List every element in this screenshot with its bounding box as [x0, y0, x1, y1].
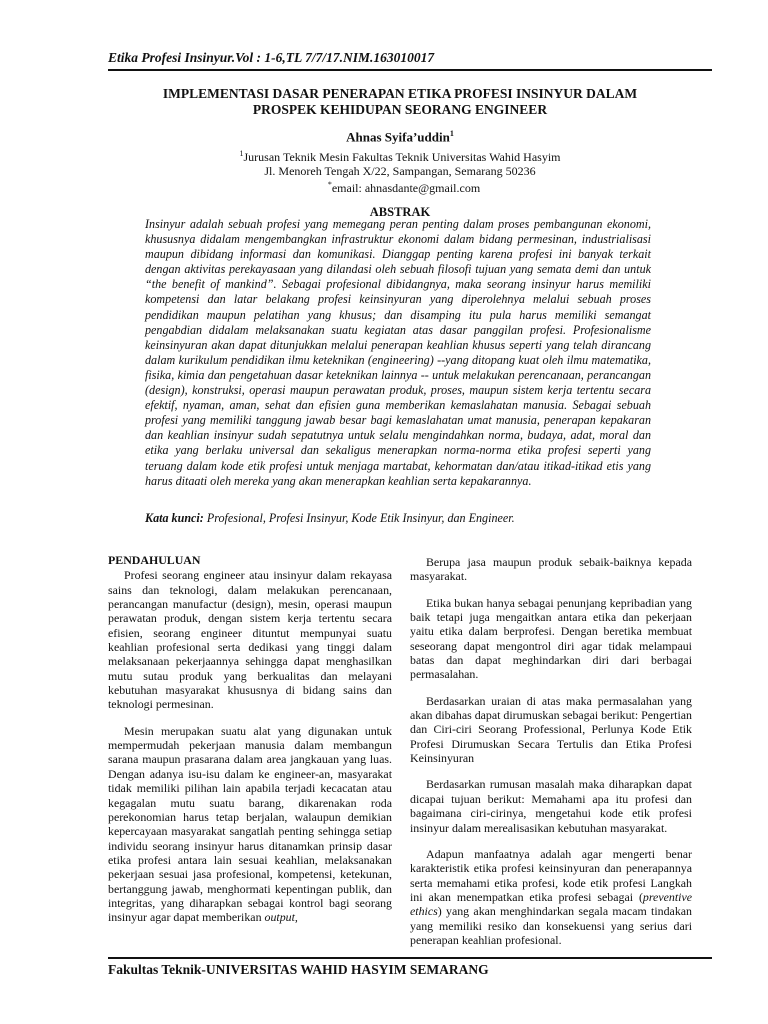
affiliation-text: Jurusan Teknik Mesin Fakultas Teknik Universitas Wahid Hasyim: [243, 150, 561, 164]
affiliation-superscript: 1: [239, 149, 244, 158]
footer-rule: [108, 957, 712, 959]
keywords-text: Profesional, Profesi Insinyur, Kode Etik Insinyur, dan Engineer.: [203, 511, 515, 525]
paragraph: Berupa jasa maupun produk sebaik-baiknya kepada masyarakat.: [410, 555, 692, 584]
left-column: [108, 553, 392, 937]
email-line: [124, 178, 684, 195]
paragraph: [108, 724, 392, 925]
paragraph-text: Mesin merupakan suatu alat yang digunakan untuk mempermudah pekerjaan manusia dalam membangun sarana maupun prasarana dalam area jangkauan yang luas. Dengan adanya isu-isu dalam ke engineer-an, masyarakat tidak memiliki pilihan lain apabila terjadi kecacatan atau kegagalan mutu suatu barang, dikarenakan roda perekonomian harus tetap berjalan, walaupun demikian kepercayaan masyarakat sangatlah penting sehingga setiap individu seorang insinyur harus ditanamkan prinsip dasar etika profesi antara lain sesuai keahlian, melaksanakan pekerjaan sesuai jasa profesional, kompetensi, ketekunan, bertanggung jawab, menghormati kepentingan publik, dan integritas, yang diharapkan sebagai kontrol bagi seorang insinyur agar dapat memberikan: [108, 723, 392, 925]
author-superscript: 1: [449, 129, 454, 138]
footer-text: Fakultas Teknik-UNIVERSITAS WAHID HASYIM SEMARANG: [108, 962, 489, 977]
author-name: [120, 129, 680, 145]
keywords-line: [145, 511, 665, 526]
email-text: email: ahnasdante@gmail.com: [331, 181, 481, 195]
author-text: Ahnas Syifa’uddin: [346, 129, 450, 145]
title-line-1: IMPLEMENTASI DASAR PENERAPAN ETIKA PROFESI INSINYUR DALAM: [162, 86, 638, 101]
title-line-2: PROSPEK KEHIDUPAN SEORANG ENGINEER: [252, 102, 548, 117]
affiliation-block: [120, 147, 680, 195]
paragraph: Berdasarkan uraian di atas maka permasalahan yang akan dibahas dapat dirumuskan sebagai berikut: Pengertian dan Ciri-ciri Seorang Professional, Perlunya Kode Etik Profesi Dirumuskan Secara Tertulis dan Etika Profesi Keinsinyuran: [410, 693, 692, 766]
italic-term: output,: [264, 910, 298, 925]
running-head: Etika Profesi Insinyur.Vol : 1-6,TL 7/7/17.NIM.163010017: [108, 50, 435, 65]
right-column: [410, 555, 692, 959]
paper-title: [120, 86, 680, 118]
header-rule: [108, 69, 712, 71]
address-line: Jl. Menoreh Tengah X/22, Sampangan, Semarang 50236: [264, 164, 536, 178]
section-heading-pendahuluan: PENDAHULUAN: [108, 553, 201, 567]
abstract-heading: ABSTRAK: [369, 205, 431, 219]
paragraph: Etika bukan hanya sebagai penunjang kepribadian yang baik tetapi juga mengaitkan antara etika dan pekerjaan yaitu etika dalam berprofesi. Dengan beretika membuat seseorang dapat mengontrol diri agar tidak melampaui batas dan dapat meghindarkan diri dari berbagai permasalahan.: [410, 595, 692, 682]
paragraph: [410, 847, 692, 947]
italic-term: preventive ethics: [410, 889, 692, 919]
affiliation-line: [120, 147, 680, 164]
email-superscript: *: [327, 180, 332, 189]
paragraph-text: Adapun manfaatnya adalah agar mengerti benar karakteristik etika profesi keinsinyuran dan penerapannya serta memahami etika profesi, kode etik profesi Langkah ini akan menempatkan etika profesi sebagai (: [410, 846, 692, 904]
paragraph: Profesi seorang engineer atau insinyur dalam rekayasa sains dan teknologi, dalam melakukan perencanaan, perancangan manufactur (design), mesin, operasi maupun perawatan produk, dengan sistem kerja tertentu secara efisien, seorang engineer dituntut mempunyai suatu keahlian profesional serta dedikasi yang tinggi dalam melaksanaan pekerjaannya sehingga dapat menghasilkan mutu sutau produk yang berkualitas dan melayani kebutuhan masyarakat khususnya di bidang sains dan teknologi permesinan.: [108, 568, 392, 712]
paragraph-text: ) yang akan menghindarkan segala macam tindakan yang memiliki resiko dan konsekuensi yang serius dari penerapan keahlian profesional.: [410, 904, 692, 947]
paragraph: Berdasarkan rumusan masalah maka diharapkan dapat dicapai tujuan berikut: Memahami apa itu profesi dan bagaimana ciri-cirinya, mengetahui kode etik profesi insinyur dalam merealisasikan kebutuhan masyarakat.: [410, 777, 692, 835]
keywords-label: Kata kunci:: [145, 511, 204, 525]
abstract-body: Insinyur adalah sebuah profesi yang memegang peran penting dalam proses pembangunan ekonomi, khususnya didalam mengembangkan infrastruktur ekonomi dalam bidang permesinan, industrialisasi maupun dibidang informasi dan komunikasi. Dianggap penting karena profesi ini banyak terkait dengan aktivitas perekayasaan yang dilandasi oleh sebuah filosofi tujuan yang semata demi dan untuk “the benefit of mankind”. Sebagai profesional dibidangnya, maka seorang insinyur harus memiliki kompetensi dan latar belakang profesi keinsinyuran yang diperolehnya melalui sebuah proses pendidikan maupun pelatihan yang khusus; dan disamping itu pula harus memiliki semangat pengabdian didalam melaksanakan suatu kegiatan atas dasar panggilan profesi. Profesionalisme keinsinyuran akan dapat ditunjukkan melalui penerapan keahlian khusus seperti yang telah dirancang dalam kurikulum pendidikan ilmu keteknikan (engineering) --yang ditopang kuat oleh ilmu matematika, fisika, kimia dan pengetahuan dasar keteknikan lainnya -- untuk melakukan perencanaan, perancangan (design), konstruksi, operasi maupun perawatan produk, proses, maupun sistem kerja tertentu secara efektif, nyaman, aman, sehat dan efisien guna memberikan kemaslahatan manusia. Sebagai sebuah profesi yang memiliki tanggung jawab besar bagi kemaslahatan umat manusia, penerapan kepakaran dan keahlian insinyur sudah sepatutnya untuk selalu mengindahkan norma, budaya, adat, moral dan etika yang berlaku universal dan sekaligus menerapkan norma-norma etika profesi seperti yang teruang dalam kode etik profesi untuk menjaga martabat, kehormatan dan/atau itikad-itikad etis yang harus ditaati oleh mereka yang akan menerapkan keahlian serta kepakarannya.: [145, 217, 651, 488]
